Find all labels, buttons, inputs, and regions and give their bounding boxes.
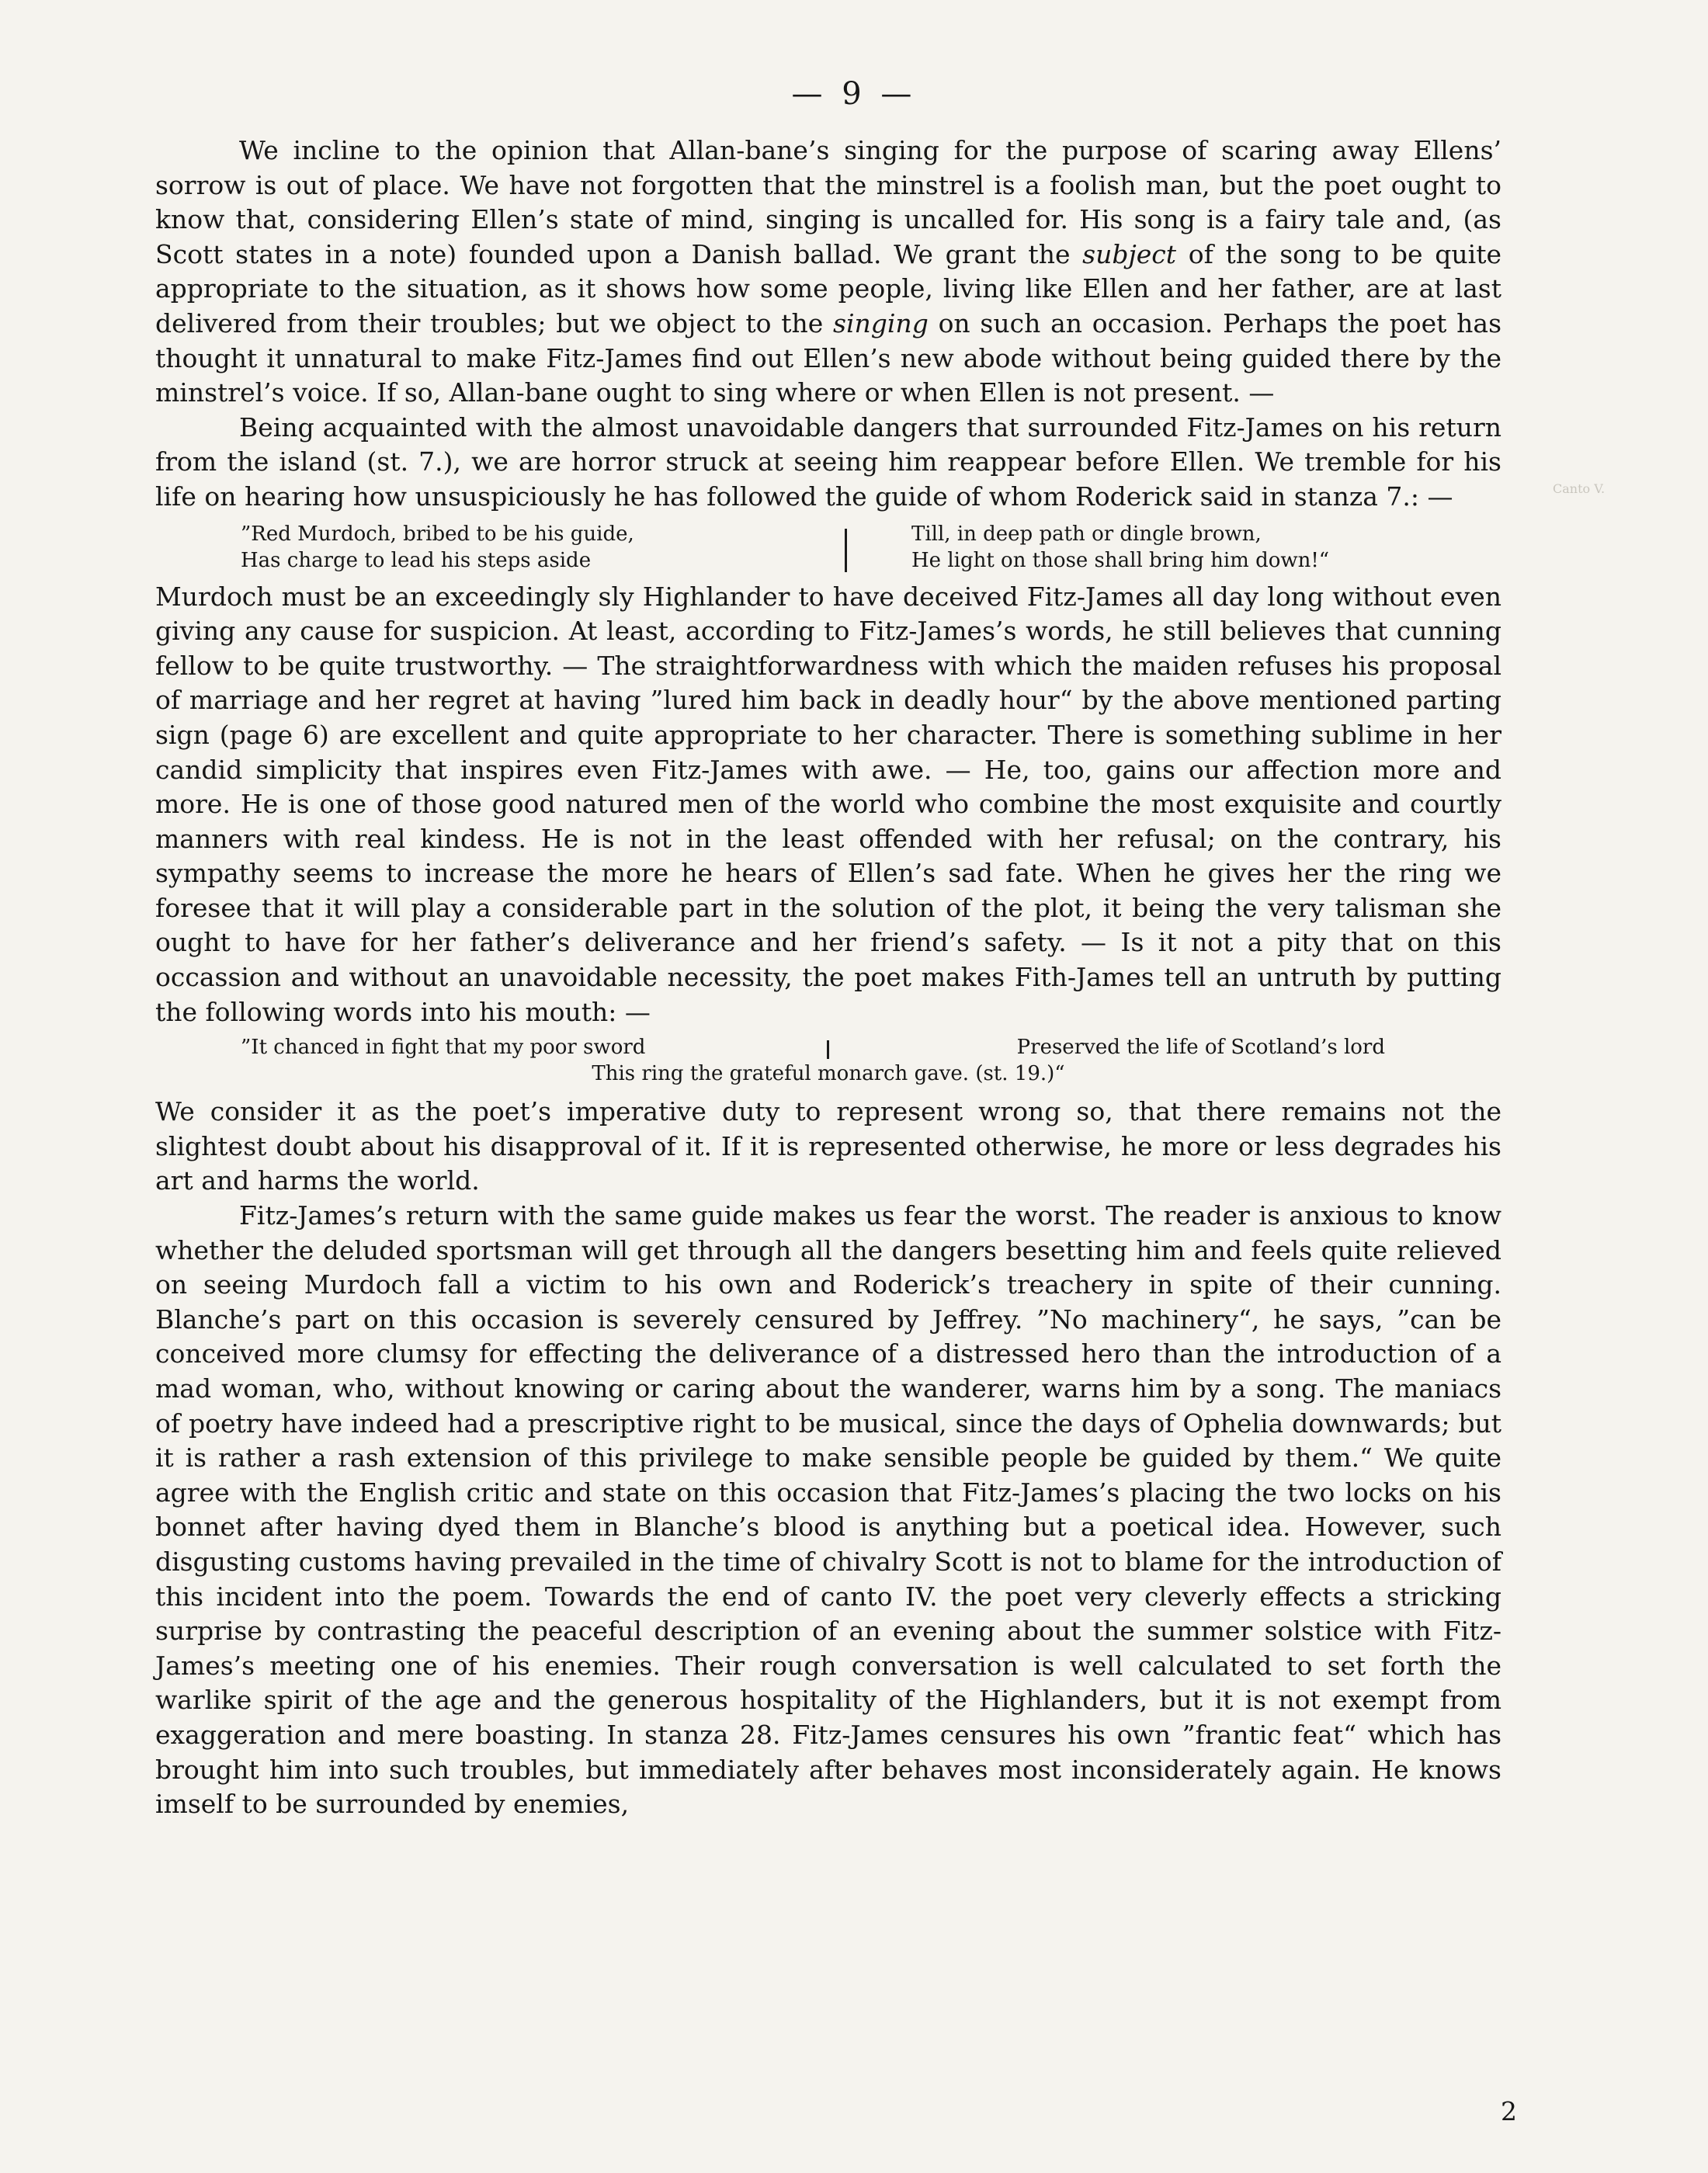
p1-part-3: on such an occasion. Perhaps the poet has thought it unnatural to make Fitz-James find out Ellen’s new abode without being guided there by the minstrel’s voice. If so, Allan-bane ought to sing where or when Ellen is not present. — [155,307,1501,408]
verse-quote-1 [155,521,1501,574]
verse-divider [827,1040,829,1059]
verse-quote-2 [155,1034,1501,1087]
paragraph-1 [155,134,1501,411]
page-folio: — 9 — [791,76,917,112]
verse-line: This ring the grateful monarch gave. (st. 19.)“ [592,1062,1065,1086]
p2-text: Being acquainted with the almost unavoidable dangers that surrounded Fitz-James on his return from the island (st. 7.), we are horror struck at seeing him reappear before Ellen. We tremble for his life on hearing how unsuspiciously he has followed the guide of whom Roderick said in stanza 7.: — [155,411,1501,512]
verse-line: Preserved the life of Scotland’s lord [1016,1036,1385,1060]
paragraph-5: Fitz-James’s return with the same guide makes us fear the worst. The reader is anxious to know whether the deluded sportsman will get through all the dangers besetting him and feels quite relieved on seeing Murdoch fall a victim to his own and Roderick’s treachery in spite of their cunning. Blanche’s part on this occasion is severely censured by Jeffrey. ”No machinery“, he says, ”can be conceived more clumsy for effecting the deliverance of a distressed hero than the introduction of a mad woman, who, without knowing or caring about the wanderer, warns him by a song. The maniacs of poetry have indeed had a prescriptive right to be musical, since the days of Ophelia downwards; but it is rather a rash extension of this privilege to make sensible people be guided by them.“ We quite agree with the English critic and state on this occasion that Fitz-James’s placing the two locks on his bonnet after having dyed them in Blanche’s blood is anything but a poetical idea. However, such disgusting customs having prevailed in the time of chivalry Scott is not to blame for the introduction of this incident into the poem. Towards the end of canto IV. the poet very cleverly effects a stricking surprise by contrasting the peaceful description of an evening about the summer solstice with Fitz-James’s meeting one of his enemies. Their rough conversation is well calculated to set forth the warlike spirit of the age and the generous hospitality of the Highlanders, but it is not exempt from exaggeration and mere boasting. In stanza 28. Fitz-James censures his own ”frantic feat“ which has brought him into such troubles, but immediately after behaves most inconsiderately again. He knows imself to be surrounded by enemies, [155,1200,1501,1820]
paragraph-4: We consider it as the poet’s imperative duty to represent wrong so, that there remains not the slightest doubt about his disapproval of it. If it is represented otherwise, he more or less degrades his art and harms the world. [155,1096,1501,1196]
p1-emph-singing: singing [833,307,929,338]
verse-line: ”Red Murdoch, bribed to be his guide, [241,522,634,546]
p1-part-2: of the song to be quite appropriate to the situation, as it shows how some people, living like Ellen and her father, are at last delivered from their troubles; but we object to the [155,238,1501,338]
margin-note: Canto V. [1553,481,1606,496]
verse-line: Till, in deep path or dingle brown, [911,522,1262,546]
verse-line: He light on those shall bring him down!“ [911,548,1330,572]
p1-emph-subject: subject [1082,238,1176,269]
verse-quote-1-right [880,521,1501,574]
paragraph-3: Murdoch must be an exceedingly sly Highlander to have deceived Fitz-James all day long without even giving any cause for suspicion. At least, according to Fitz-James’s words, he still believes that cunning fellow to be quite trustworthy. — The straightforwardness with which the maiden refuses his proposal of marriage and her regret at having ”lured him back in deadly hour“ by the above mentioned parting sign (page 6) are excellent and quite appropriate to her character. There is something sublime in her candid simplicity that inspires even Fitz-James with awe. — He, too, gains our affection more and more. He is one of those good natured men of the world who combine the most exquisite and courtly manners with real kindess. He is not in the least offended with her refusal; on the contrary, his sympathy seems to increase the more he hears of Ellen’s sad fate. When he gives her the ring we foresee that it will play a considerable part in the solution of the plot, it being the very talisman she ought to have for her father’s deliverance and her friend’s safety. — Is it not a pity that on this occassion and without an unavoidable necessity, the poet makes Fith-James tell an untruth by putting the following words into his mouth: — [155,581,1501,1027]
p1-part-1: We incline to the opinion that Allan-bane’s singing for the purpose of scaring away Ellens’ sorrow is out of place. We have not forgotten that the minstrel is a foolish man, but the poet ought to know that, considering Ellen’s state of mind, singing is uncalled for. His song is a fairy tale and, (as Scott states in a note) founded upon a Danish ballad. We grant the [155,135,1501,269]
body-text [155,134,1501,1822]
sheet-number: 2 [1501,2096,1517,2126]
verse-line: Has charge to lead his steps aside [241,548,592,572]
verse-quote-1-left [155,521,831,574]
paragraph-2 [155,411,1501,515]
verse-line: ”It chanced in fight that my poor sword [241,1036,646,1060]
verse-divider [845,529,847,572]
